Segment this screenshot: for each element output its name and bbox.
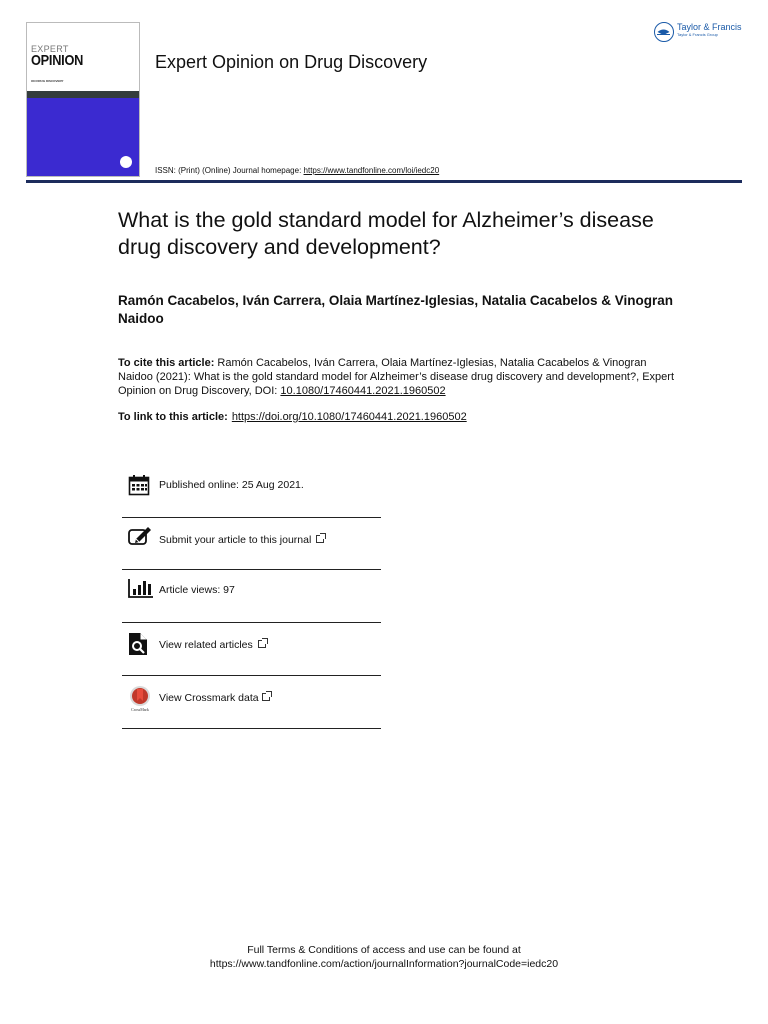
issn-line: [155, 166, 439, 175]
crossmark-link[interactable]: View Crossmark data: [159, 692, 270, 704]
article-doi-link[interactable]: https://doi.org/10.1080/17460441.2021.1960502: [231, 411, 467, 423]
crossmark-row[interactable]: [124, 685, 380, 711]
citation-doi-link[interactable]: 10.1080/17460441.2021.1960502: [280, 385, 446, 397]
info-divider: [122, 622, 381, 623]
info-divider: [122, 675, 381, 676]
publisher-group: Taylor & Francis Group: [677, 32, 718, 37]
footer-terms-link[interactable]: https://www.tandfonline.com/action/journalInformation?journalCode=iedc20: [209, 958, 559, 970]
bar-chart-icon: [128, 578, 154, 601]
article-views-label: Article views: 97: [159, 584, 235, 596]
external-link-icon: [262, 693, 270, 701]
published-online-row: [124, 474, 380, 498]
citation-label: To cite this article:: [118, 357, 215, 369]
info-divider: [122, 728, 381, 729]
calendar-icon: [128, 474, 150, 499]
published-online-label: Published online: 25 Aug 2021.: [159, 479, 304, 491]
cover-subtitle: ON DRUG DISCOVERY: [31, 79, 64, 83]
article-views-row: [124, 578, 380, 600]
related-articles-link[interactable]: View related articles: [159, 639, 266, 651]
info-divider: [122, 517, 381, 518]
issn-prefix: ISSN: (Print) (Online) Journal homepage:: [155, 166, 304, 175]
cover-dark-band: [27, 91, 139, 98]
edit-icon: [128, 525, 152, 550]
cover-expert-text: EXPERT: [31, 44, 69, 54]
citation-text: Ramón Cacabelos, Iván Carrera, Olaia Martínez-Iglesias, Natalia Cacabelos & Vinogran Naidoo (2021): What is the gold standard model for Alzheimer’s disease drug discovery and development?, Expert Opinion on Drug Discovery, DOI:: [118, 357, 675, 397]
publisher-name: Taylor & Francis: [677, 22, 742, 32]
journal-title: Expert Opinion on Drug Discovery: [155, 52, 428, 72]
info-divider: [122, 569, 381, 570]
svg-text:CrossMark: CrossMark: [131, 707, 149, 712]
external-link-icon: [258, 640, 266, 648]
footer-line-1: Full Terms & Conditions of access and use can be found at: [247, 944, 521, 956]
publisher-logo-icon: [654, 22, 674, 42]
header-divider: [26, 180, 742, 183]
journal-cover-image: [26, 22, 140, 177]
footer-terms: [0, 943, 768, 971]
related-articles-row[interactable]: [124, 632, 380, 656]
article-title: What is the gold standard model for Alzheimer’s disease drug discovery and development?: [118, 208, 654, 259]
submit-article-row[interactable]: [124, 525, 380, 549]
search-document-icon: [128, 632, 148, 659]
publisher-logo[interactable]: [654, 22, 742, 42]
external-link-icon: [316, 535, 324, 543]
article-link-line: [118, 411, 678, 423]
cover-opinion-text: OPINION: [31, 52, 84, 69]
submit-article-link[interactable]: Submit your article to this journal: [159, 534, 324, 546]
article-link-label: To link to this article:: [118, 411, 228, 423]
cover-badge: [120, 156, 132, 168]
journal-homepage-link[interactable]: https://www.tandfonline.com/loi/iedc20: [303, 166, 440, 175]
article-authors: Ramón Cacabelos, Iván Carrera, Olaia Martínez-Iglesias, Natalia Cacabelos & Vinogran Naidoo: [118, 293, 673, 326]
crossmark-icon: [126, 685, 154, 716]
citation: [118, 356, 678, 398]
